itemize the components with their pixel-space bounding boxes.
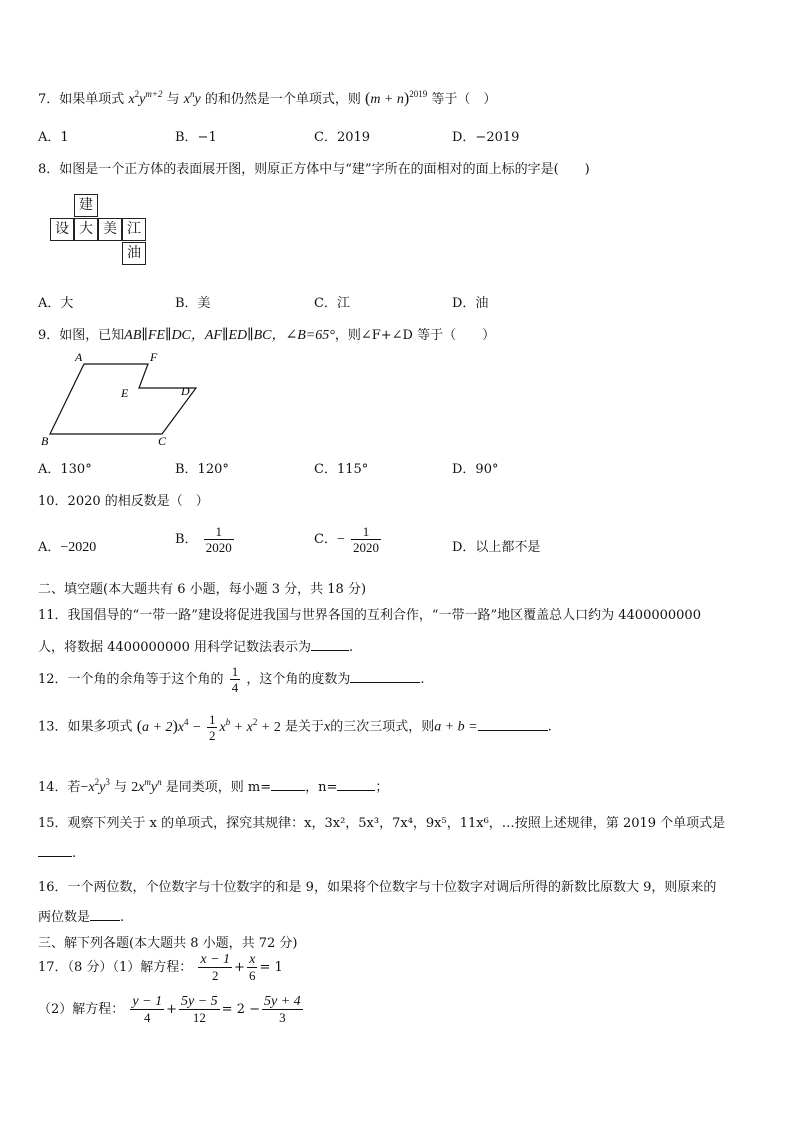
q9-text: 如图，已知 [59,328,125,343]
q15-answer-blank[interactable] [38,844,72,857]
q17-eq1-frac-2: $\frac{x}{6}$ [248,952,256,983]
q14-term-1: $-x^2y^3$ [80,777,110,795]
q8-line [38,158,590,177]
q10-line [38,490,209,509]
q11-line-1: 11．我国倡导的“一带一路”建设将促进我国与世界各国的互利合作，“一带一路”地区覆盖总人口约为 4400000000 [38,608,701,623]
section-3-heading: 三、解下列各题(本大题共 8 小题，共 72 分) [38,936,298,951]
q16-answer-blank[interactable] [90,908,120,921]
q7-monomial-2: $x^ny$ [183,89,201,107]
q7-text: 等于（ ） [431,92,497,107]
q9-conditions: AB∥FE∥DC，AF∥ED∥BC，∠B=65° [124,328,335,343]
net-cell-row: 设 [50,218,74,241]
q13-line: 13．如果多项式 $(a + 2)x^4$ − $\frac{1}{2}$ $x^b + x^2 + 2$ 是关于x的三次三项式，则a + b = . [38,712,552,743]
q15-line-2: . [38,844,76,861]
net-cell-row: 大 [74,218,98,241]
q10-number: 10． [38,494,68,509]
net-cell-top: 建 [74,194,98,217]
q17-eq2-frac-3: $\frac{5y + 4}{3}$ [264,994,301,1025]
q12-answer-blank[interactable] [350,670,420,683]
q9-label-f: F [150,350,158,364]
q14-m-blank[interactable] [271,778,305,791]
q16-line-1: 16．一个两位数，个位数字与十位数字的和是 9，如果将个位数字与十位数字对调后所得的新数比原数大 9，则原来的 [38,880,717,895]
q13-polynomial: $(a + 2)x^4$ − $\frac{1}{2}$ $x^b + x^2 + 2$ [136,712,281,743]
q10-fraction-c: $\frac{1}{2020}$ [353,524,379,555]
q12-line: 12．一个角的余角等于这个角的 $\frac{1}{4}$ ，这个角的度数为 . [38,664,425,695]
q7-expression: $(m + n)^{2019}$ [364,89,428,107]
q10-text: 2020 的相反数是（ ） [67,494,209,509]
q8-option-d: D．油 [452,296,489,311]
q14-term-2: $2x^my^n$ [131,777,162,795]
net-cell-row: 美 [98,218,122,241]
q7-line [38,88,496,108]
q17-part-1: 17．（8 分）（1）解方程： $\frac{x - 1}{2}$ + $\frac{x}{6}$ = 1 [38,952,283,983]
q17-part-2: （2）解方程： $\frac{y - 1}{4}$ + $\frac{5y - 5}{12}$ = 2 − $\frac{5y + 4}{3}$ [38,994,301,1025]
q8-text: 如图是一个正方体的表面展开图，则原正方体中与“建”字所在的面相对的面上标的字是( ) [59,162,590,177]
q7-text: 如果单项式 [59,92,125,107]
q10-option-c: C．− $\frac{1}{2020}$ [314,524,379,555]
q17-eq1-frac-1: $\frac{x - 1}{2}$ [200,952,231,983]
q9-label-c: C [158,434,167,448]
q7-number: 7． [38,92,60,107]
q9-label-b: B [41,434,49,448]
q9-text: ，则∠F+∠D 等于（ ） [334,328,496,343]
q10-fraction-b: $\frac{1}{2020}$ [205,524,232,555]
q15-line-1: 15．观察下列关于 x 的单项式，探究其规律：x，3x²，5x³，7x⁴，9x⁵，11x⁶，…按照上述规律，第 2019 个单项式是 [38,816,726,831]
section-2-heading: 二、填空题(本大题共有 6 小题，每小题 3 分，共 18 分) [38,582,367,597]
q8-number: 8． [38,162,60,177]
q9-label-a: A [75,350,83,364]
q7-monomial-1: $x^2y^{m+2}$ [128,89,163,107]
q8-option-c: C．江 [314,296,350,311]
net-cell-bottom: 油 [122,242,146,265]
q9-label-d: D [181,384,190,398]
q9-option-b: B．120° [175,462,229,477]
q13-answer-blank[interactable] [478,718,548,731]
q9-option-d: D．90° [452,462,499,477]
q9-label-e: E [121,386,129,400]
q9-option-a: A．130° [38,462,92,477]
q12-fraction: $\frac{1}{4}$ [231,664,239,695]
q7-option-b: B．−1 [175,130,217,145]
q7-option-d: D．−2019 [452,130,520,145]
net-cell-row: 江 [122,218,146,241]
q8-option-b: B．美 [175,296,211,311]
q7-option-a: A．1 [38,130,69,145]
q10-option-a: A．−2020 [38,540,97,555]
q16-line-2: 两位数是 . [38,910,125,925]
q10-option-b: B． $\frac{1}{2020}$ [175,524,232,555]
q7-text: 与 [166,92,180,107]
q9-line [38,324,495,344]
q14-line: 14．若$-x^2y^3$ 与 $2x^my^n$ 是同类项，则 m= ，n= ； [38,777,389,795]
q14-n-blank[interactable] [337,778,375,791]
q13-sum: a + b = [434,719,478,735]
q9-number: 9． [38,328,60,343]
q17-eq2-frac-1: $\frac{y - 1}{4}$ [132,994,163,1025]
q7-text: 的和仍然是一个单项式，则 [204,92,361,107]
q9-option-c: C．115° [314,462,369,477]
q11-line-2: 人，将数据 4400000000 用科学记数法表示为 . [38,640,354,655]
q9-figure [38,350,208,450]
q7-option-c: C．2019 [314,130,371,145]
q10-option-d: D．以上都不是 [452,540,541,555]
q17-eq2-frac-2: $\frac{5y - 5}{12}$ [181,994,218,1025]
q11-answer-blank[interactable] [311,638,349,651]
q8-option-a: A．大 [38,296,74,311]
